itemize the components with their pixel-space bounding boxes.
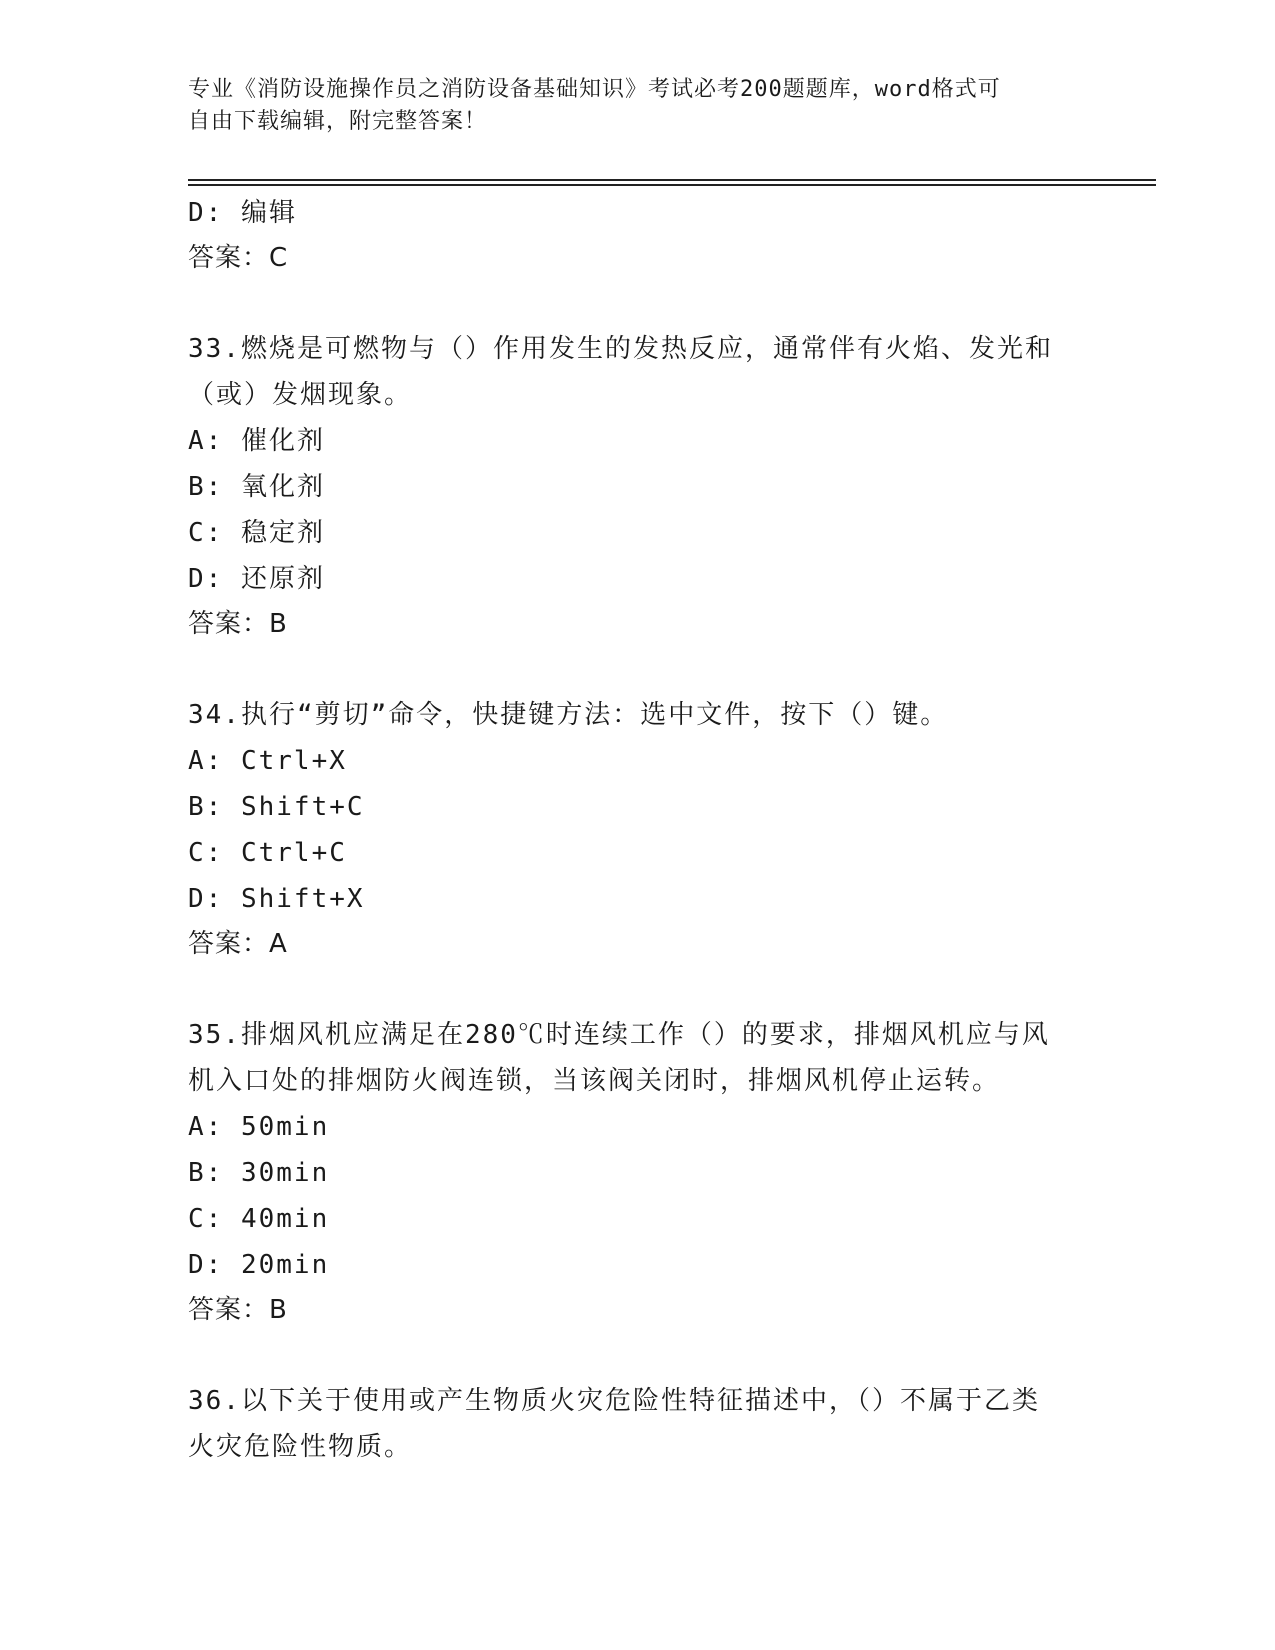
option-a: A: Ctrl+X	[188, 746, 347, 776]
option-d: D: Shift+X	[188, 884, 365, 914]
question-text-line: 36.以下关于使用或产生物质火灾危险性特征描述中，（）不属于乙类	[188, 1386, 1040, 1416]
spacer	[188, 280, 1088, 326]
option-a: A: 50min	[188, 1112, 330, 1142]
option-c: C: 40min	[188, 1204, 330, 1234]
option-d: D: 20min	[188, 1250, 330, 1280]
header-line-1: 专业《消防设施操作员之消防设备基础知识》考试必考200题题库，word格式可	[188, 77, 1001, 102]
question-list	[188, 190, 1088, 1470]
option-c: C: 稳定剂	[188, 518, 325, 548]
question-text-line: 33.燃烧是可燃物与（）作用发生的发热反应，通常伴有火焰、发光和	[188, 334, 1053, 364]
question-34-text	[188, 692, 1078, 738]
question-text-line: 机入口处的排烟防火阀连锁，当该阀关闭时，排烟风机停止运转。	[188, 1066, 1001, 1096]
option-b: B: 氧化剂	[188, 472, 325, 502]
question-text-line: （或）发烟现象。	[188, 380, 413, 410]
question-36-text	[188, 1378, 1078, 1470]
answer-line: 答案：C	[188, 243, 289, 273]
answer-line: 答案：B	[188, 609, 288, 639]
question-text-line: 34.执行“剪切”命令，快捷键方法：选中文件，按下（）键。	[188, 700, 949, 730]
spacer	[188, 966, 1088, 1012]
option-d: D: 编辑	[188, 198, 297, 228]
header-line-2: 自由下载编辑，附完整答案！	[188, 109, 488, 134]
option-b: B: Shift+C	[188, 792, 365, 822]
header-rule-bottom	[188, 184, 1156, 186]
spacer	[188, 646, 1088, 692]
option-a: A: 催化剂	[188, 426, 325, 456]
answer-line: 答案：A	[188, 929, 288, 959]
question-35-text	[188, 1012, 1078, 1104]
header-rule-top	[188, 179, 1156, 181]
option-c: C: Ctrl+C	[188, 838, 347, 868]
option-d: D: 还原剂	[188, 564, 325, 594]
document-header	[188, 74, 1088, 138]
option-b: B: 30min	[188, 1158, 330, 1188]
question-33-text	[188, 326, 1078, 418]
question-text-line: 火灾危险性物质。	[188, 1432, 413, 1462]
spacer	[188, 1332, 1088, 1378]
answer-line: 答案：B	[188, 1295, 288, 1325]
question-text-line: 35.排烟风机应满足在280℃时连续工作（）的要求，排烟风机应与风	[188, 1020, 1050, 1050]
